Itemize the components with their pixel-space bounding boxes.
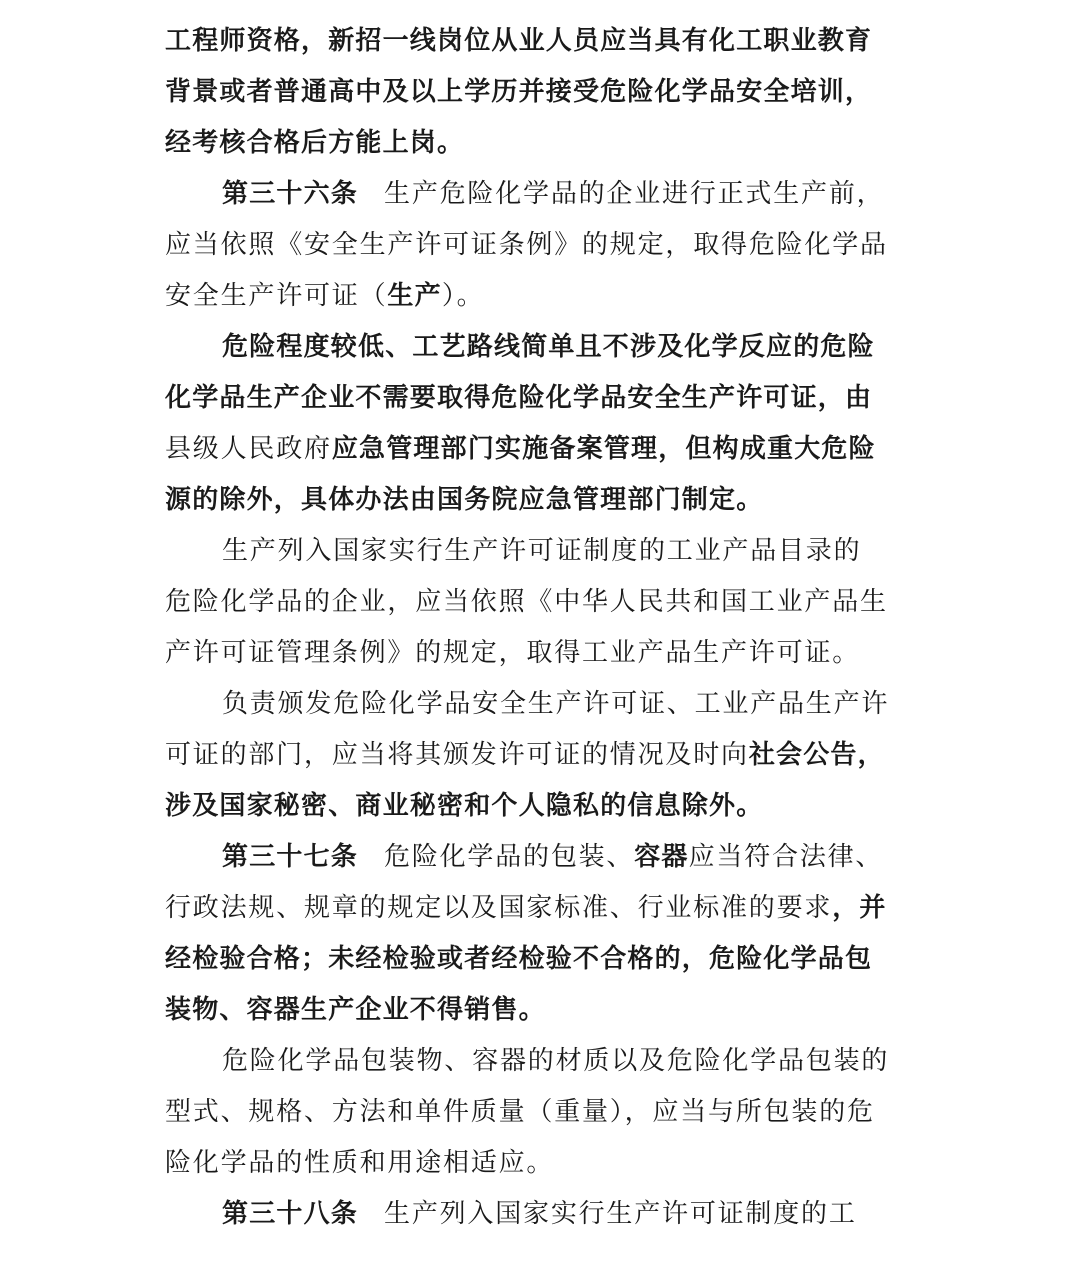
bold-text-segment: 社会公告， (748, 740, 885, 770)
text-line (165, 118, 917, 169)
text-segment: 危险化学品的包装、 (384, 842, 635, 872)
text-line (165, 679, 917, 730)
text-segment: 应当符合法律、 (688, 842, 884, 872)
text-line (165, 1087, 917, 1138)
bold-text-segment: 应急管理部门实施备案管理，但构成重大危险 (331, 434, 876, 464)
text-segment: 行政法规、规章的规定以及国家标准、行业标准的要求 (165, 893, 833, 923)
text-line (165, 526, 917, 577)
text-line (165, 271, 917, 322)
bold-text-segment: 第三十八条 (222, 1199, 359, 1229)
text-line (165, 16, 917, 67)
bold-text-segment: 涉及国家秘密、商业秘密和个人隐私的信息除外。 (165, 791, 764, 821)
bold-text-segment: 工程师资格，新招一线岗位从业人员应当具有化工职业教育 (165, 26, 873, 56)
text-line (165, 322, 917, 373)
bold-text-segment: 第三十六条 (222, 179, 359, 209)
text-segment: ）。 (441, 281, 485, 311)
text-segment: 可证的部门，应当将其颁发许可证的情况及时向 (165, 740, 749, 770)
text-segment: 生产列入国家实行生产许可证制度的工业产品目录的 (222, 536, 862, 566)
text-segment: 危险化学品包装物、容器的材质以及危险化学品包装的 (222, 1046, 890, 1076)
text-segment: 生产列入国家实行生产许可证制度的工 (384, 1199, 857, 1229)
text-segment: 危险化学品的企业，应当依照《中华人民共和国工业产品生 (165, 587, 888, 617)
bold-text-segment: ，并 (832, 893, 887, 923)
text-line (165, 985, 917, 1036)
text-line (165, 934, 917, 985)
text-line (165, 832, 917, 883)
text-line (165, 475, 917, 526)
bold-text-segment: 化学品生产企业不需要取得危险化学品安全生产许可证，由 (165, 383, 873, 413)
text-line (165, 424, 917, 475)
bold-text-segment: 容器 (634, 842, 689, 872)
regulation-text (165, 16, 917, 1240)
text-line (165, 577, 917, 628)
text-line (165, 67, 917, 118)
text-segment: 险化学品的性质和用途相适应。 (165, 1148, 555, 1178)
text-line (165, 1189, 917, 1240)
bold-text-segment: 装物、容器生产企业不得销售。 (165, 995, 546, 1025)
text-line (165, 781, 917, 832)
bold-text-segment: 生产 (387, 281, 442, 311)
bold-text-segment: 背景或者普通高中及以上学历并接受危险化学品安全培训， (165, 77, 873, 107)
text-line (165, 220, 917, 271)
text-line (165, 628, 917, 679)
text-line (165, 169, 917, 220)
text-segment: 型式、规格、方法和单件质量（重量），应当与所包装的危 (165, 1097, 875, 1127)
text-line (165, 1036, 917, 1087)
text-segment: 产许可证管理条例》的规定，取得工业产品生产许可证。 (165, 638, 861, 668)
text-line (165, 373, 917, 424)
bold-text-segment: 源的除外，具体办法由国务院应急管理部门制定。 (165, 485, 764, 515)
bold-text-segment: 经检验合格；未经检验或者经检验不合格的，危险化学品包 (165, 944, 873, 974)
text-segment: 安全生产许可证（ (165, 281, 388, 311)
text-segment: 生产危险化学品的企业进行正式生产前， (384, 179, 885, 209)
text-line (165, 730, 917, 781)
text-line (165, 1138, 917, 1189)
text-line (165, 883, 917, 934)
text-segment: 应当依照《安全生产许可证条例》的规定，取得危险化学品 (165, 230, 888, 260)
bold-text-segment: 危险程度较低、工艺路线简单且不涉及化学反应的危险 (222, 332, 875, 362)
bold-text-segment: 第三十七条 (222, 842, 359, 872)
text-segment: 县级人民政府 (165, 434, 332, 464)
text-segment: 负责颁发危险化学品安全生产许可证、工业产品生产许 (222, 689, 890, 719)
bold-text-segment: 经考核合格后方能上岗。 (165, 128, 465, 158)
